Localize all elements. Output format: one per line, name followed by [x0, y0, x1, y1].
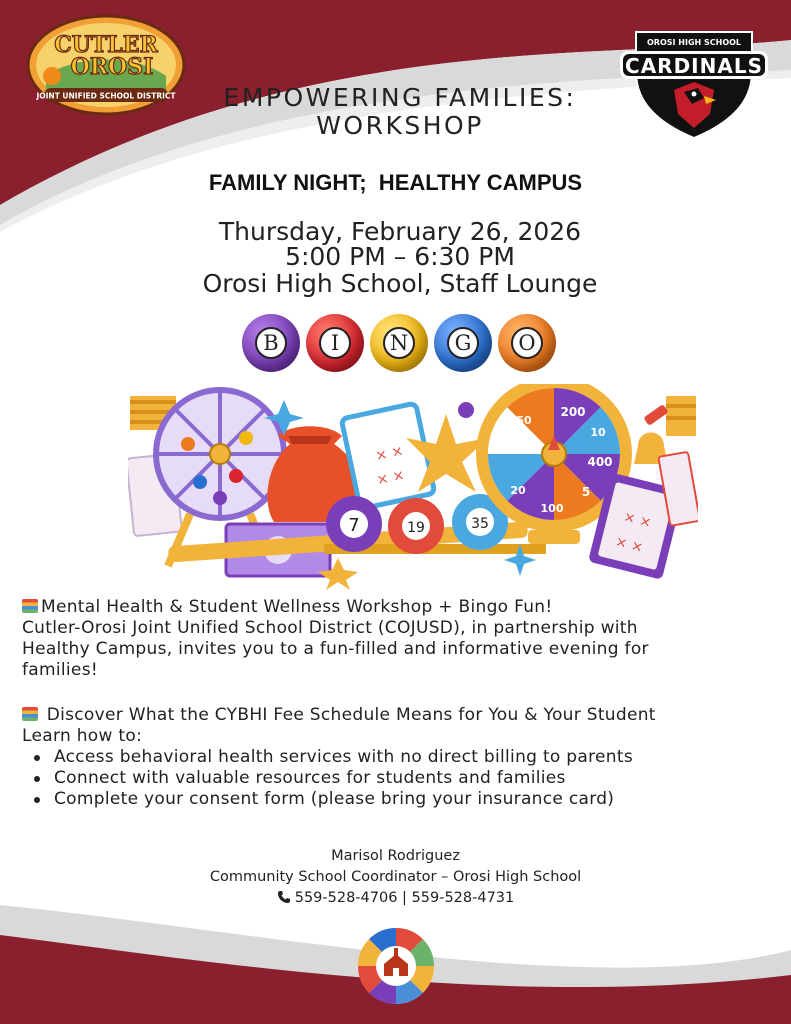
illustration-ball-35-label: 35 [471, 516, 489, 532]
district-logo-line3: JOINT UNIFIED SCHOOL DISTRICT [36, 91, 176, 101]
bingo-ball-n [370, 314, 428, 372]
wheel-label-200: 200 [560, 405, 586, 419]
list-item: Access behavioral health services with no direct billing to parents [54, 747, 752, 768]
event-subtitle: FAMILY NIGHT; HEALTHY CAMPUS [208, 170, 583, 195]
contact-role: Community School Coordinator – Orosi High School [209, 869, 582, 885]
bingo-illustration [128, 384, 698, 590]
intro-line3: Healthy Campus, invites you to a fun-filled and informative evening for [22, 639, 649, 659]
title-line1: EMPOWERING FAMILIES: [223, 83, 577, 112]
cardinals-logo-main: CARDINALS [625, 54, 763, 78]
books-icon [22, 707, 38, 721]
workshop-title [150, 84, 650, 140]
wheel-label-5: 5 [581, 485, 591, 499]
list-item: Connect with valuable resources for students and families [54, 768, 752, 789]
discover-bullet-list [22, 747, 752, 810]
bingo-ball-b [242, 314, 300, 372]
illustration-ball-19 [388, 498, 444, 554]
contact-phones-row [120, 888, 671, 909]
district-logo-line1: CUTLER [54, 32, 158, 58]
cardinals-logo-top: OROSI HIGH SCHOOL [646, 38, 742, 47]
intro-section [22, 597, 752, 681]
wheel-label-50: 50 [516, 414, 532, 427]
wheel-label-100: 100 [540, 502, 564, 515]
bingo-letter-n: N [383, 327, 415, 359]
discover-lead: Learn how to: [22, 726, 143, 746]
bingo-ball-g [434, 314, 492, 372]
wheel-label-400: 400 [587, 455, 613, 469]
bingo-letter-b: B [255, 327, 287, 359]
bingo-letter-g: G [447, 327, 479, 359]
svg-text:× ×: × × [374, 442, 405, 465]
illustration-ball-19-label: 19 [407, 520, 425, 536]
contact-phones: 559-528-4706 | 559-528-4731 [294, 890, 515, 906]
bingo-letter-o: O [511, 327, 543, 359]
bingo-ball-o [498, 314, 556, 372]
event-location: Orosi High School, Staff Lounge [202, 269, 598, 298]
bingo-balls [240, 314, 560, 376]
title-line2: WORKSHOP [316, 111, 484, 140]
books-icon [22, 599, 38, 613]
svg-text:× ×: × × [375, 467, 406, 489]
discover-heading: Discover What the CYBHI Fee Schedule Means for You & Your Student [41, 705, 656, 725]
wheel-label-20: 20 [510, 484, 526, 497]
illustration-ball-7-label: 7 [348, 515, 360, 536]
wheel-label-300: 300 [496, 456, 520, 469]
intro-line4: families! [22, 660, 98, 680]
event-date: Thursday, February 26, 2026 [218, 217, 582, 246]
svg-text:× ×: × × [613, 533, 645, 557]
svg-text:× ×: × × [621, 509, 653, 532]
list-item: Complete your consent form (please bring your insurance card) [54, 789, 752, 810]
intro-line2: Cutler-Orosi Joint Unified School District (COJUSD), in partnership with [22, 618, 638, 638]
contact-name: Marisol Rodriguez [331, 848, 460, 864]
intro-heading: Mental Health & Student Wellness Workshop + Bingo Fun! [41, 597, 553, 617]
community-school-wheel-icon [356, 926, 436, 1006]
district-logo-line2: OROSI [70, 54, 154, 80]
wheel-label-10: 10 [590, 426, 606, 439]
phone-icon [277, 890, 291, 904]
event-time: 5:00 PM – 6:30 PM [285, 242, 515, 271]
discover-section [22, 705, 752, 810]
bingo-letter-i: I [319, 327, 351, 359]
illustration-ball-7 [326, 496, 382, 552]
bingo-ball-i [306, 314, 364, 372]
